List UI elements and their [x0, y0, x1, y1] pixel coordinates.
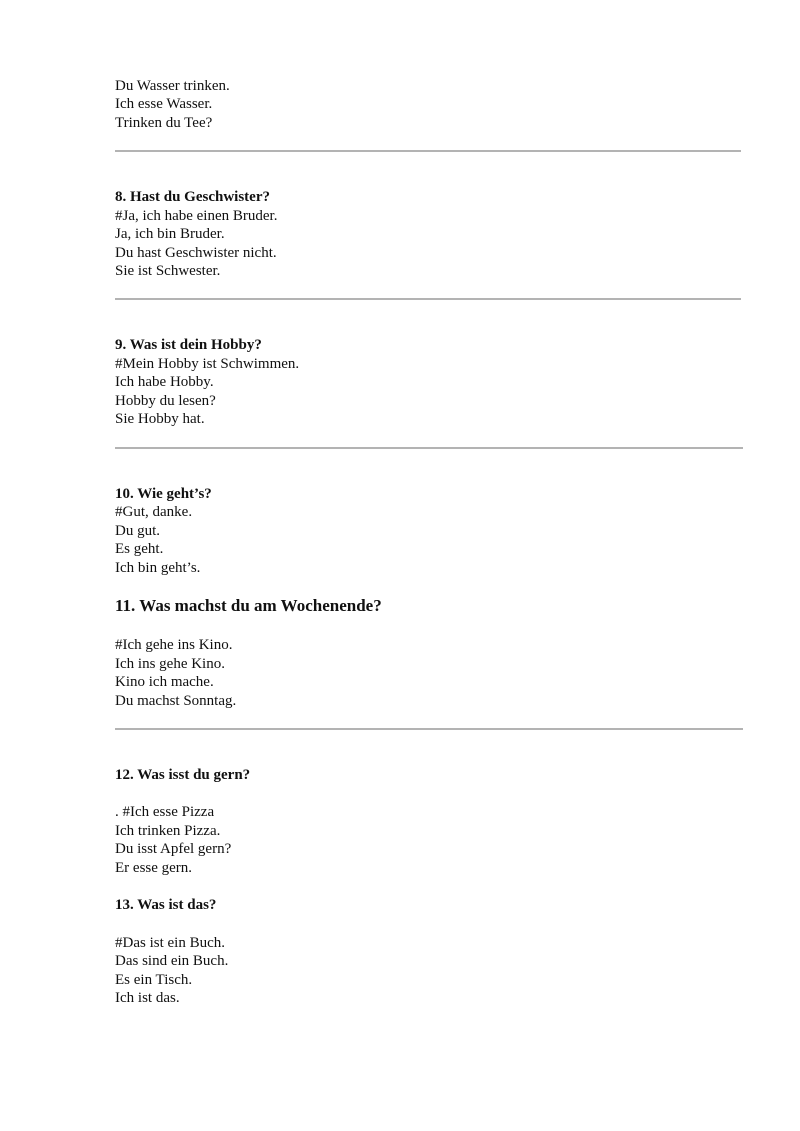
question-9-title: 9. Was ist dein Hobby?: [115, 337, 262, 353]
question-13-title: 13. Was ist das?: [115, 897, 217, 913]
divider: [115, 728, 743, 730]
answer-line: Ich trinken Pizza.: [115, 823, 221, 839]
divider: [115, 150, 741, 152]
answer-line: #Das ist ein Buch.: [115, 935, 225, 951]
answer-line: . #Ich esse Pizza: [115, 804, 215, 820]
divider: [115, 447, 743, 449]
answer-line: #Ich gehe ins Kino.: [115, 637, 233, 653]
answer-line: Du machst Sonntag.: [115, 693, 237, 709]
answer-line: Du gut.: [115, 523, 160, 539]
answer-line: Er esse gern.: [115, 860, 193, 876]
answer-line: Es ein Tisch.: [115, 972, 193, 988]
answer-line: Ich ist das.: [115, 990, 180, 1006]
answer-line: Trinken du Tee?: [115, 115, 213, 131]
answer-line: Ich bin geht’s.: [115, 560, 201, 576]
answer-line: Kino ich mache.: [115, 674, 214, 690]
answer-line: #Ja, ich habe einen Bruder.: [115, 208, 278, 224]
answer-line: Ja, ich bin Bruder.: [115, 226, 225, 242]
question-11-title: 11. Was machst du am Wochenende?: [115, 596, 382, 615]
answer-line: Ich esse Wasser.: [115, 96, 213, 112]
answer-line: Hobby du lesen?: [115, 393, 216, 409]
question-8-title: 8. Hast du Geschwister?: [115, 189, 270, 205]
answer-line: Das sind ein Buch.: [115, 953, 229, 969]
answer-line: Sie ist Schwester.: [115, 263, 221, 279]
answer-line: #Mein Hobby ist Schwimmen.: [115, 356, 300, 372]
question-12-title: 12. Was isst du gern?: [115, 767, 251, 783]
question-10-title: 10. Wie geht’s?: [115, 486, 212, 502]
answer-line: Du hast Geschwister nicht.: [115, 245, 277, 261]
answer-line: Es geht.: [115, 541, 164, 557]
answer-line: #Gut, danke.: [115, 504, 193, 520]
divider: [115, 298, 741, 300]
answer-line: Ich habe Hobby.: [115, 374, 214, 390]
answer-line: Ich ins gehe Kino.: [115, 656, 225, 672]
answer-line: Sie Hobby hat.: [115, 411, 205, 427]
answer-line: Du isst Apfel gern?: [115, 841, 232, 857]
answer-line: Du Wasser trinken.: [115, 78, 230, 94]
